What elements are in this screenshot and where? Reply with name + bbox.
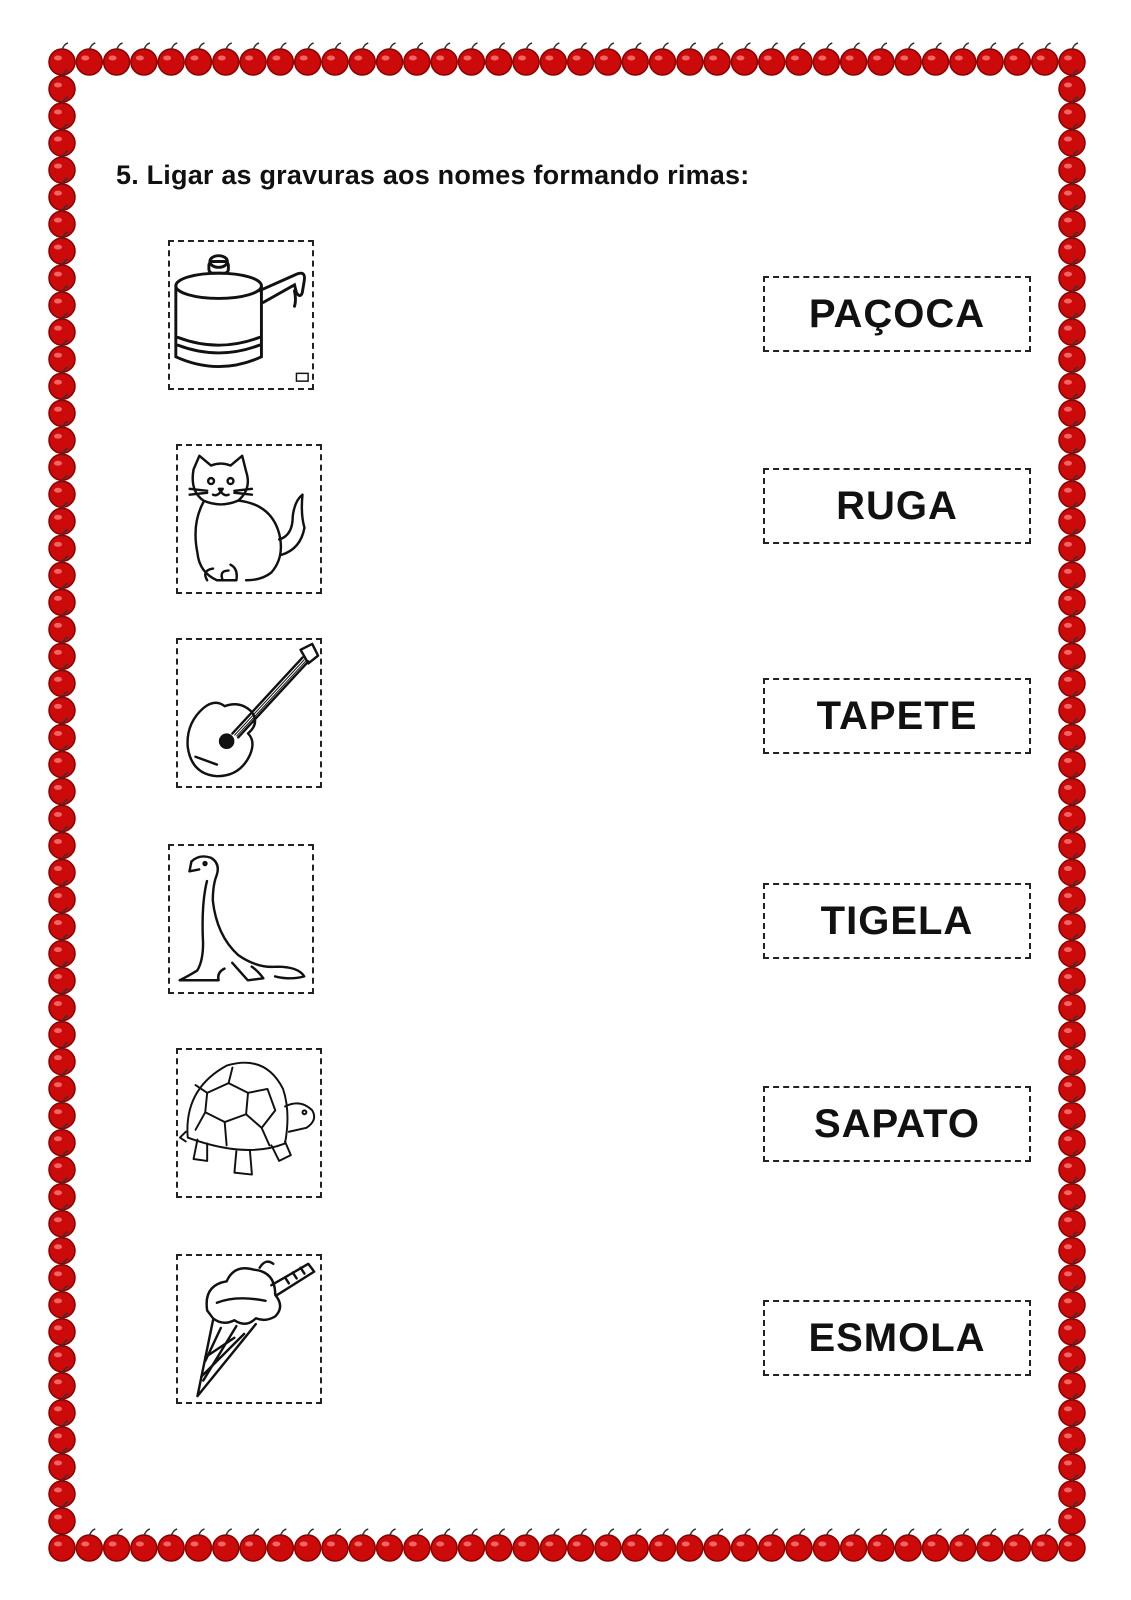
- word-ruga: RUGA: [836, 483, 958, 528]
- pot-icon: [170, 242, 312, 388]
- apple-icon: [923, 1529, 949, 1561]
- apple-icon: [1059, 43, 1085, 75]
- apple-icon: [158, 43, 184, 75]
- apple-icon: [104, 43, 130, 75]
- apple-icon: [568, 43, 594, 75]
- word-box-esmola[interactable]: [763, 1300, 1031, 1376]
- word-tapete: TAPETE: [816, 693, 978, 738]
- apple-icon: [1004, 43, 1030, 75]
- turtle-icon: [178, 1050, 320, 1196]
- apple-icon: [677, 1529, 703, 1561]
- apple-icon: [513, 43, 539, 75]
- apple-icon: [731, 43, 757, 75]
- apple-icon: [895, 1529, 921, 1561]
- ice-cream-icon: [178, 1256, 320, 1402]
- apple-icon: [185, 43, 211, 75]
- apple-icon: [704, 1529, 730, 1561]
- apple-icon: [213, 43, 239, 75]
- apple-icon: [431, 43, 457, 75]
- apple-icon: [950, 1529, 976, 1561]
- apple-icon: [868, 1529, 894, 1561]
- apple-icon: [240, 43, 266, 75]
- apple-icon: [540, 1529, 566, 1561]
- apple-icon: [213, 1529, 239, 1561]
- picture-ice-cream[interactable]: [176, 1254, 322, 1404]
- apple-icon: [731, 1529, 757, 1561]
- apple-icon: [950, 43, 976, 75]
- apple-icon: [404, 1529, 430, 1561]
- apple-icon: [349, 1529, 375, 1561]
- apple-icon: [813, 1529, 839, 1561]
- apple-icon: [295, 43, 321, 75]
- instruction-title: 5. Ligar as gravuras aos nomes formando rimas:: [116, 160, 750, 190]
- apple-icon: [622, 1529, 648, 1561]
- word-tigela: TIGELA: [820, 898, 974, 943]
- apple-icon: [977, 1529, 1003, 1561]
- word-esmola: ESMOLA: [808, 1315, 986, 1360]
- apple-icon: [104, 1529, 130, 1561]
- apple-icon: [759, 43, 785, 75]
- apple-icon: [185, 1529, 211, 1561]
- apple-icon: [349, 43, 375, 75]
- apple-icon: [458, 43, 484, 75]
- apple-icon: [786, 1529, 812, 1561]
- apple-icon: [49, 43, 75, 75]
- guitar-icon: [178, 640, 320, 786]
- apple-icon: [322, 43, 348, 75]
- apple-icon: [76, 43, 102, 75]
- cat-icon: [178, 446, 320, 592]
- apple-icon: [131, 43, 157, 75]
- apple-icon: [76, 1529, 102, 1561]
- apple-icon: [540, 43, 566, 75]
- apple-icon: [977, 43, 1003, 75]
- apple-icon: [377, 1529, 403, 1561]
- apple-icon: [1004, 1529, 1030, 1561]
- apple-icon: [513, 1529, 539, 1561]
- apple-icon: [1032, 1529, 1058, 1561]
- apple-icon: [595, 1529, 621, 1561]
- apple-icon: [786, 43, 812, 75]
- apple-icon: [923, 43, 949, 75]
- apple-icon: [1032, 43, 1058, 75]
- apple-icon: [267, 1529, 293, 1561]
- apple-icon: [240, 1529, 266, 1561]
- apple-icon: [759, 1529, 785, 1561]
- apple-icon: [813, 43, 839, 75]
- apple-icon: [431, 1529, 457, 1561]
- apple-icon: [568, 1529, 594, 1561]
- apple-icon: [267, 43, 293, 75]
- picture-cat[interactable]: [176, 444, 322, 594]
- word-pacoca: PAÇOCA: [808, 291, 986, 336]
- apple-icon: [486, 43, 512, 75]
- word-box-ruga[interactable]: [763, 468, 1031, 544]
- apple-icon: [158, 1529, 184, 1561]
- seal-icon: [170, 846, 312, 992]
- apple-icon: [868, 43, 894, 75]
- apple-icon: [650, 1529, 676, 1561]
- apple-icon: [131, 1529, 157, 1561]
- picture-pot[interactable]: [168, 240, 314, 390]
- apple-icon: [841, 43, 867, 75]
- apple-icon: [650, 43, 676, 75]
- apple-icon: [458, 1529, 484, 1561]
- apple-icon: [622, 43, 648, 75]
- apple-icon: [704, 43, 730, 75]
- apple-icon: [595, 43, 621, 75]
- picture-seal[interactable]: [168, 844, 314, 994]
- word-sapato: SAPATO: [813, 1101, 981, 1146]
- apple-icon: [486, 1529, 512, 1561]
- word-box-tigela[interactable]: [763, 883, 1031, 959]
- apple-icon: [295, 1529, 321, 1561]
- word-box-sapato[interactable]: [763, 1086, 1031, 1162]
- word-box-pacoca[interactable]: [763, 276, 1031, 352]
- word-box-tapete[interactable]: [763, 678, 1031, 754]
- picture-turtle[interactable]: [176, 1048, 322, 1198]
- apple-icon: [841, 1529, 867, 1561]
- apple-icon: [377, 43, 403, 75]
- apple-icon: [404, 43, 430, 75]
- picture-guitar[interactable]: [176, 638, 322, 788]
- apple-icon: [322, 1529, 348, 1561]
- apple-icon: [895, 43, 921, 75]
- apple-icon: [677, 43, 703, 75]
